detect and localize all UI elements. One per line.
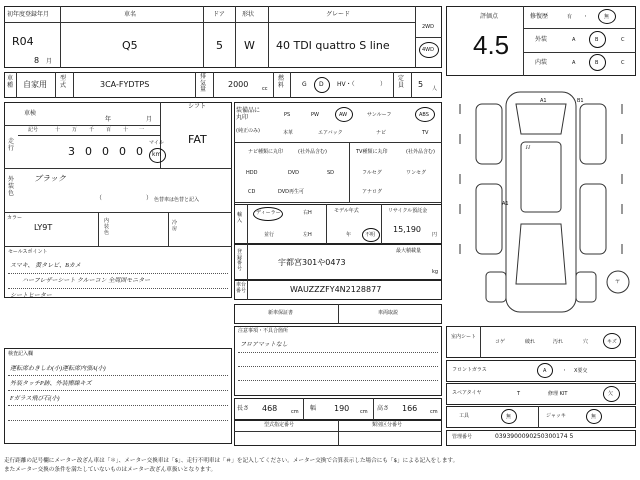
room-item: 穴 — [583, 339, 589, 345]
room-item: コゲ — [495, 339, 506, 345]
reg-row — [4, 72, 442, 98]
4wd-label: 4WD — [422, 47, 434, 53]
footer-line1: 走行距離の記号欄にメーター改ざん車は「＊」、メーター交換車は「$」、走行不明車は「＃」を記入してください。メーター交換で合算表示した場合にも「$」による記入をします。 — [4, 458, 459, 464]
car-left-rear-side — [476, 184, 502, 254]
door-count: 5 — [216, 39, 223, 52]
import-parallel: 並行 — [264, 232, 275, 238]
model-year-unknown: 不明 — [365, 232, 376, 238]
mileage-header-100: 百 — [106, 127, 112, 133]
recycle-label: リサイクル預託金 — [388, 208, 428, 214]
repair-dot: ・ — [583, 14, 589, 20]
model-name-label: 車名 — [124, 11, 137, 18]
car-left-front-side — [476, 104, 502, 164]
room-item: 汚れ — [553, 339, 564, 345]
diagram-mark: Ｈ — [525, 146, 531, 151]
model-type-label: 型式 — [60, 75, 67, 89]
exterior-c: C — [621, 37, 625, 43]
color-value: ブラック — [34, 174, 66, 183]
glass-dot: ・ — [562, 368, 568, 374]
mileage-digit: 0 — [102, 145, 109, 158]
aircon-label: 冷房 — [172, 220, 178, 232]
equipment-tv: TV — [422, 130, 429, 136]
vehicle-class-value: 自家用 — [23, 80, 47, 89]
import-right: 右H — [303, 210, 312, 216]
interior-c: C — [621, 60, 625, 66]
mileage-header-1: 一 — [139, 127, 145, 133]
diagram-mark: B1 — [577, 98, 584, 104]
manual-label: 車両取説 — [378, 310, 399, 316]
import-label: 輸入 — [237, 212, 243, 224]
type-spec-label: 型式指定番号 — [264, 422, 295, 428]
tools-none: 無 — [506, 414, 512, 420]
model-type-value: 3CA-FYDTPS — [100, 80, 150, 89]
tv-fullseg: フルセグ — [362, 170, 382, 176]
mileage-header-10: 十 — [123, 127, 129, 133]
sales-point-line: スマキ、 黄タレビ、Bカメ — [10, 263, 81, 269]
car-trunk — [516, 224, 566, 284]
color-paren-left: （ — [96, 195, 103, 202]
nav-dvd: DVD — [288, 170, 300, 176]
eval-score: 4.5 — [473, 30, 510, 60]
sales-point-line: ハーフレザーシート クルーコン 全周囲モニター — [22, 278, 151, 284]
equipment-airbag: エアバック — [318, 130, 343, 136]
notes-box — [234, 326, 442, 396]
interior-color-label: 内装色 — [104, 218, 110, 236]
nav-label: ナビ種類に丸印 — [248, 149, 284, 155]
width-value: 190 — [334, 404, 350, 413]
shift-label: シフト — [188, 103, 207, 110]
model-name: Q5 — [122, 39, 138, 52]
model-year-unit: 年 — [346, 232, 352, 238]
equipment-sunroof: サンルーフ — [367, 112, 392, 118]
mgmt-value: 0393900090250300174 5 — [495, 433, 574, 440]
mileage-header-symbol: 記号 — [28, 127, 39, 133]
car-damage-diagram — [446, 84, 636, 324]
exterior-label: 外装 — [535, 36, 548, 43]
room-item: 破れ — [525, 339, 536, 345]
spare-t: T — [517, 391, 521, 397]
doors-label: ドア — [213, 11, 225, 18]
diagram-mark: A1 — [502, 201, 509, 207]
equipment-navi: ナビ — [376, 130, 387, 136]
inspection-label: 車検 — [24, 110, 37, 117]
height-label: 高さ — [377, 405, 390, 412]
inspection-month-unit: 月 — [146, 116, 153, 123]
tv-oneseg: ワンセグ — [406, 170, 427, 176]
month-unit: 月 — [46, 58, 53, 65]
tv-analog: アナログ — [362, 189, 383, 195]
capacity-unit: 人 — [432, 86, 438, 92]
class-spec-label: 類別区分番号 — [372, 422, 403, 428]
mileage-km-unit: km — [152, 151, 162, 158]
fuel-option-close: ） — [380, 81, 387, 88]
nav-cd: CD — [248, 189, 256, 195]
spare-missing: 欠 — [608, 391, 614, 397]
mileage-digit: 0 — [85, 145, 92, 158]
equipment-abs: ABS — [419, 112, 429, 118]
width-label: 幅 — [310, 405, 317, 412]
equipment-leather: 本革 — [283, 130, 294, 136]
tv-label: TV種類に丸印 — [356, 149, 388, 155]
fuel-option-d: D — [319, 81, 324, 88]
room-item: キズ — [607, 339, 617, 345]
spare-label: スペアタイヤ — [452, 390, 482, 396]
exterior-a: A — [572, 37, 576, 43]
equipment-ps: PS — [284, 112, 291, 118]
displacement-label: 排気量 — [200, 73, 207, 94]
shift-value: FAT — [188, 133, 207, 146]
first-reg-year: R04 — [12, 35, 34, 48]
room-label: 室内シート — [451, 334, 477, 340]
footer-line2: またメーター交換の条件を満たしていないものはメーター改ざん車扱いとなります。 — [4, 467, 217, 473]
color-code-label: カラー — [7, 215, 23, 221]
inspector-label: 検査記入欄 — [8, 351, 34, 357]
nav-sd: SD — [327, 170, 335, 176]
exterior-b: B — [595, 37, 599, 43]
capacity-label: 定員 — [398, 75, 405, 89]
notes-label: 注意事項・不具合箇所 — [238, 328, 289, 334]
tv-note: (社外品含む) — [406, 149, 435, 155]
repair-label: 修復歴 — [530, 13, 549, 20]
width-unit: cm — [360, 409, 368, 415]
length-unit: cm — [291, 409, 299, 415]
nav-note: (社外品含む) — [298, 149, 327, 155]
mileage-label: 走行 — [8, 138, 15, 153]
recycle-value: 15,190 — [393, 225, 421, 234]
load-label: 最大積載量 — [396, 248, 422, 254]
interior-b: B — [595, 60, 599, 66]
car-right-rear-side — [580, 184, 606, 254]
color-label: 外装色 — [8, 176, 15, 198]
import-dealer: ディーラー — [256, 210, 281, 216]
equipment-sub: (純正のみ) — [236, 128, 260, 134]
diagram-mark: A1 — [540, 98, 547, 104]
mileage-mile-unit: マイル — [149, 140, 164, 146]
equipment-label: 装備品に丸印 — [236, 107, 261, 122]
mileage-digit: 0 — [119, 145, 126, 158]
interior-label: 内装 — [535, 59, 548, 66]
inspector-line: 運転席わきしわ(小)運転席内張A(小) — [10, 366, 106, 372]
vin-label: 車台番号 — [236, 282, 247, 294]
fuel-option-hv: HV・（ — [337, 81, 355, 88]
mileage-header-10k: 万 — [72, 127, 78, 133]
equipment-aw: AW — [339, 112, 348, 118]
fuel-label: 燃料 — [278, 75, 285, 89]
car-roof — [521, 142, 561, 212]
inspector-line: Fガラス飛び石(小) — [10, 396, 60, 402]
grade-value: 40 TDI quattro S line — [276, 39, 390, 52]
car-right-bumper — [576, 272, 596, 302]
color-note: 色替車は色替と記入 — [154, 197, 200, 203]
equipment-pw: PW — [311, 112, 319, 118]
vehicle-class-label: 車種 — [7, 75, 14, 89]
jack-none: 無 — [591, 414, 597, 420]
new-warranty-label: 新車保証書 — [268, 310, 294, 316]
car-right-front-side — [580, 104, 606, 164]
notes-text: フロアマットなし — [240, 342, 288, 348]
nav-hdd: HDD — [246, 170, 258, 176]
mileage-header-10m: 十 — [55, 127, 61, 133]
interior-a: A — [572, 60, 576, 66]
mgmt-label: 管理番号 — [452, 434, 473, 440]
height-unit: cm — [430, 409, 438, 415]
length-value: 468 — [262, 404, 278, 413]
shape-label: 形状 — [242, 11, 255, 18]
mileage-digit: 3 — [68, 145, 75, 158]
spare-kit: 修理 KIT — [548, 391, 568, 397]
plate-label: 登録番号 — [237, 249, 243, 272]
length-label: 長さ — [237, 405, 250, 412]
car-left-bumper — [486, 272, 506, 302]
glass-label: フロントガラス — [452, 367, 487, 373]
repair-none: 無 — [604, 14, 610, 20]
tools-row — [446, 406, 636, 428]
sales-point-label: セールスポイント — [8, 249, 48, 255]
jack-label: ジャッキ — [546, 413, 566, 419]
sales-point-line: シートヒーター — [10, 293, 52, 299]
first-reg-month: 8 — [34, 56, 40, 65]
import-left: 左H — [303, 232, 312, 238]
nav-dvd-play: DVD再生可 — [278, 189, 305, 195]
height-value: 166 — [402, 404, 418, 413]
mileage-digit: 0 — [136, 145, 143, 158]
mileage-header-1k: 千 — [89, 127, 95, 133]
first-reg-label: 初年度登録年月 — [7, 11, 50, 18]
inspector-line: 外装タッチP跡、外装擦線キズ — [10, 381, 92, 387]
eval-label: 評価点 — [480, 13, 499, 20]
displacement-unit: cc — [262, 86, 268, 92]
glass-a: A — [543, 368, 547, 374]
displacement-value: 2000 — [228, 80, 249, 89]
tools-label: 工具 — [459, 413, 470, 419]
diagram-mark: ヤ — [615, 279, 621, 285]
vin-value: WAUZZZFY4N2128877 — [290, 285, 382, 294]
color-code-value: LY9T — [34, 223, 53, 232]
fuel-option-g: G — [302, 81, 307, 88]
plate-value: 宇都宮301や0473 — [278, 258, 346, 267]
body-shape: W — [244, 39, 255, 52]
grade-label: グレード — [326, 11, 351, 18]
glass-replace: X要交 — [574, 368, 588, 374]
recycle-unit: 円 — [432, 232, 438, 238]
repair-yes: 有 — [567, 14, 573, 20]
model-year-label: モデル年式 — [334, 208, 359, 214]
capacity-value: 5 — [418, 80, 424, 89]
car-hood — [516, 104, 566, 134]
color-paren-right: ） — [146, 195, 153, 202]
inspection-year-unit: 年 — [105, 116, 112, 123]
load-unit: kg — [432, 269, 439, 275]
2wd-label: 2WD — [422, 24, 434, 30]
